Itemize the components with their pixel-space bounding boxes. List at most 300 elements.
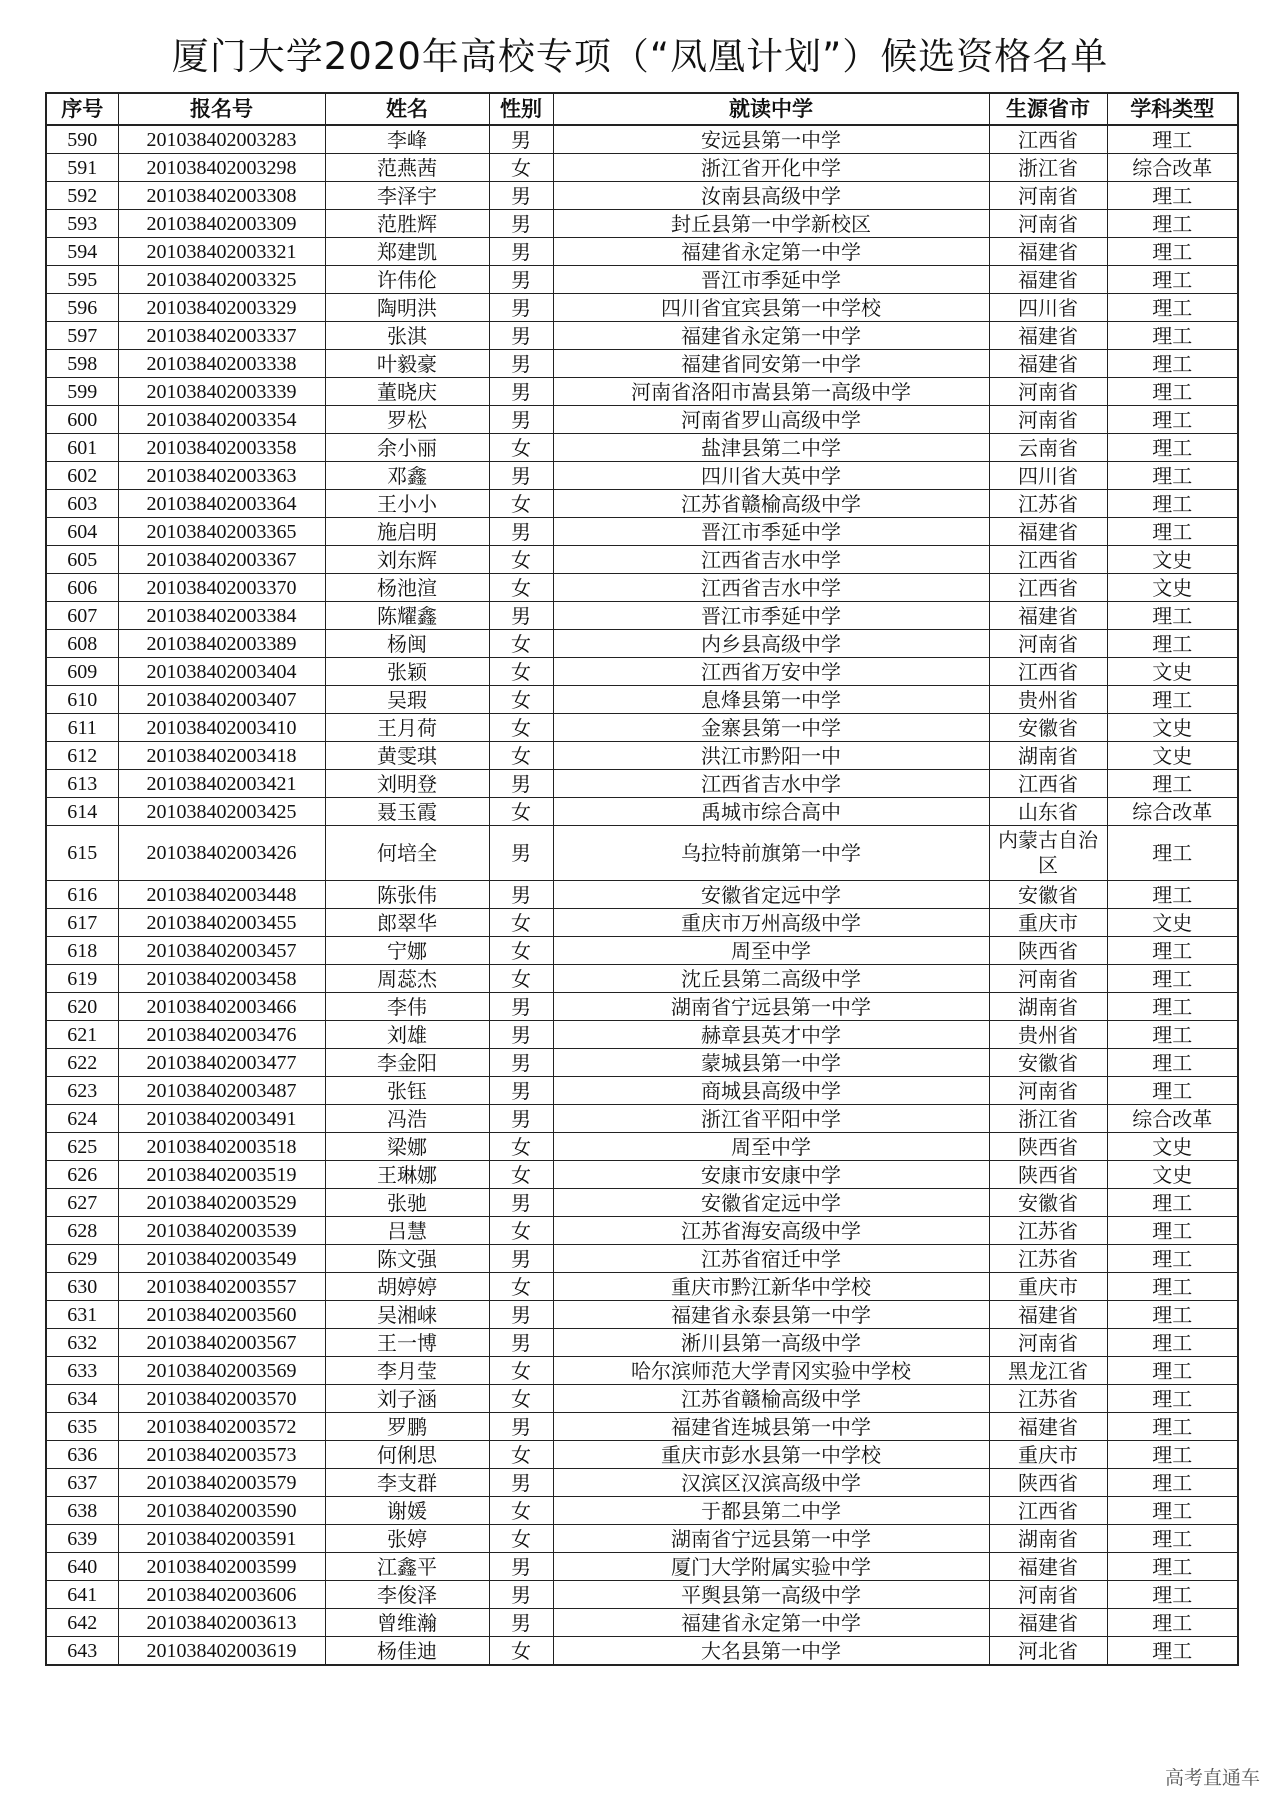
cell-subject-type: 理工 [1107,378,1238,406]
watermark: 高考直通车 [1164,1767,1260,1789]
cell-school: 重庆市黔江新华中学校 [553,1273,989,1301]
cell-gender: 女 [489,490,553,518]
cell-name: 张颖 [325,658,489,686]
cell-gender: 男 [489,1049,553,1077]
cell-registration-no: 201038402003606 [118,1581,325,1609]
cell-index: 617 [46,909,118,937]
cell-school: 晋江市季延中学 [553,602,989,630]
cell-province: 江苏省 [989,490,1107,518]
cell-name: 周蕊杰 [325,965,489,993]
cell-gender: 男 [489,1413,553,1441]
cell-index: 607 [46,602,118,630]
cell-name: 吴湘崃 [325,1301,489,1329]
cell-registration-no: 201038402003354 [118,406,325,434]
cell-province: 安徽省 [989,1049,1107,1077]
table-row [46,1021,1238,1049]
table-row [46,1217,1238,1245]
cell-province: 陕西省 [989,937,1107,965]
cell-index: 605 [46,546,118,574]
cell-school: 内乡县高级中学 [553,630,989,658]
candidate-table [45,92,1239,1666]
cell-subject-type: 文史 [1107,1161,1238,1189]
cell-index: 633 [46,1357,118,1385]
cell-name: 江鑫平 [325,1553,489,1581]
cell-subject-type: 理工 [1107,881,1238,909]
cell-school: 四川省宜宾县第一中学校 [553,294,989,322]
cell-school: 沈丘县第二高级中学 [553,965,989,993]
cell-gender: 女 [489,1385,553,1413]
cell-gender: 女 [489,658,553,686]
cell-subject-type: 理工 [1107,1357,1238,1385]
cell-index: 619 [46,965,118,993]
cell-province: 重庆市 [989,909,1107,937]
cell-province: 贵州省 [989,1021,1107,1049]
table-row [46,602,1238,630]
table-row [46,770,1238,798]
cell-registration-no: 201038402003573 [118,1441,325,1469]
header-registration-no: 报名号 [118,93,325,125]
cell-gender: 女 [489,546,553,574]
cell-index: 618 [46,937,118,965]
cell-name: 张淇 [325,322,489,350]
cell-registration-no: 201038402003425 [118,798,325,826]
cell-subject-type: 理工 [1107,630,1238,658]
cell-registration-no: 201038402003298 [118,154,325,182]
cell-school: 禹城市综合高中 [553,798,989,826]
cell-province: 福建省 [989,1301,1107,1329]
cell-school: 乌拉特前旗第一中学 [553,826,989,881]
cell-province: 湖南省 [989,1525,1107,1553]
table-row [46,1553,1238,1581]
cell-registration-no: 201038402003455 [118,909,325,937]
cell-name: 范胜辉 [325,210,489,238]
cell-index: 628 [46,1217,118,1245]
cell-index: 620 [46,993,118,1021]
cell-school: 江西省吉水中学 [553,546,989,574]
table-row [46,1441,1238,1469]
cell-school: 福建省永泰县第一中学 [553,1301,989,1329]
cell-province: 贵州省 [989,686,1107,714]
cell-registration-no: 201038402003487 [118,1077,325,1105]
cell-subject-type: 理工 [1107,1525,1238,1553]
cell-registration-no: 201038402003309 [118,210,325,238]
cell-name: 余小丽 [325,434,489,462]
cell-subject-type: 文史 [1107,574,1238,602]
cell-subject-type: 理工 [1107,294,1238,322]
cell-subject-type: 理工 [1107,1413,1238,1441]
cell-index: 625 [46,1133,118,1161]
cell-province: 陕西省 [989,1161,1107,1189]
cell-gender: 男 [489,518,553,546]
table-row [46,378,1238,406]
cell-gender: 男 [489,1021,553,1049]
cell-name: 李俊泽 [325,1581,489,1609]
table-row [46,1133,1238,1161]
cell-name: 宁娜 [325,937,489,965]
cell-subject-type: 理工 [1107,406,1238,434]
cell-school: 厦门大学附属实验中学 [553,1553,989,1581]
cell-name: 刘雄 [325,1021,489,1049]
cell-school: 浙江省平阳中学 [553,1105,989,1133]
table-row [46,518,1238,546]
cell-province: 河南省 [989,182,1107,210]
cell-school: 赫章县英才中学 [553,1021,989,1049]
cell-registration-no: 201038402003325 [118,266,325,294]
cell-index: 599 [46,378,118,406]
cell-subject-type: 理工 [1107,266,1238,294]
cell-province: 福建省 [989,518,1107,546]
table-row [46,1301,1238,1329]
cell-province: 陕西省 [989,1469,1107,1497]
cell-registration-no: 201038402003560 [118,1301,325,1329]
cell-school: 汉滨区汉滨高级中学 [553,1469,989,1497]
cell-registration-no: 201038402003599 [118,1553,325,1581]
cell-school: 江苏省海安高级中学 [553,1217,989,1245]
table-row [46,1581,1238,1609]
cell-gender: 男 [489,182,553,210]
cell-name: 李金阳 [325,1049,489,1077]
cell-index: 615 [46,826,118,881]
cell-index: 640 [46,1553,118,1581]
cell-gender: 女 [489,574,553,602]
cell-school: 淅川县第一高级中学 [553,1329,989,1357]
cell-province: 内蒙古自治区 [989,826,1107,881]
table-row [46,826,1238,881]
cell-registration-no: 201038402003421 [118,770,325,798]
cell-index: 591 [46,154,118,182]
cell-subject-type: 理工 [1107,1245,1238,1273]
table-row [46,574,1238,602]
table-row [46,1105,1238,1133]
cell-subject-type: 理工 [1107,826,1238,881]
cell-registration-no: 201038402003389 [118,630,325,658]
cell-subject-type: 理工 [1107,518,1238,546]
cell-gender: 男 [489,1469,553,1497]
cell-index: 626 [46,1161,118,1189]
table-body [46,125,1238,1665]
cell-school: 晋江市季延中学 [553,518,989,546]
cell-province: 江西省 [989,546,1107,574]
cell-school: 江西省吉水中学 [553,574,989,602]
cell-subject-type: 理工 [1107,490,1238,518]
cell-name: 范燕茜 [325,154,489,182]
cell-name: 王月荷 [325,714,489,742]
cell-index: 603 [46,490,118,518]
cell-province: 河北省 [989,1637,1107,1666]
cell-registration-no: 201038402003321 [118,238,325,266]
cell-name: 张婷 [325,1525,489,1553]
cell-index: 612 [46,742,118,770]
cell-name: 陈耀鑫 [325,602,489,630]
cell-index: 638 [46,1497,118,1525]
cell-subject-type: 文史 [1107,909,1238,937]
table-row [46,1497,1238,1525]
cell-subject-type: 文史 [1107,742,1238,770]
cell-gender: 男 [489,770,553,798]
cell-registration-no: 201038402003384 [118,602,325,630]
table-row [46,1245,1238,1273]
header-index: 序号 [46,93,118,125]
cell-subject-type: 理工 [1107,1189,1238,1217]
cell-registration-no: 201038402003339 [118,378,325,406]
cell-index: 600 [46,406,118,434]
cell-gender: 女 [489,1133,553,1161]
cell-index: 592 [46,182,118,210]
cell-registration-no: 201038402003418 [118,742,325,770]
cell-province: 福建省 [989,1553,1107,1581]
cell-gender: 男 [489,881,553,909]
cell-registration-no: 201038402003519 [118,1161,325,1189]
header-province: 生源省市 [989,93,1107,125]
cell-name: 谢媛 [325,1497,489,1525]
cell-registration-no: 201038402003539 [118,1217,325,1245]
cell-province: 四川省 [989,462,1107,490]
cell-subject-type: 理工 [1107,1385,1238,1413]
cell-subject-type: 理工 [1107,210,1238,238]
table-row [46,462,1238,490]
cell-gender: 男 [489,1077,553,1105]
cell-gender: 女 [489,1161,553,1189]
cell-name: 刘子涵 [325,1385,489,1413]
table-row [46,1329,1238,1357]
cell-name: 梁娜 [325,1133,489,1161]
cell-registration-no: 201038402003549 [118,1245,325,1273]
table-row [46,630,1238,658]
table-row [46,490,1238,518]
table-row [46,294,1238,322]
cell-name: 王琳娜 [325,1161,489,1189]
cell-index: 601 [46,434,118,462]
cell-gender: 女 [489,1217,553,1245]
cell-province: 湖南省 [989,993,1107,1021]
cell-index: 604 [46,518,118,546]
table-row [46,937,1238,965]
cell-gender: 男 [489,378,553,406]
cell-gender: 男 [489,322,553,350]
cell-province: 安徽省 [989,714,1107,742]
cell-index: 597 [46,322,118,350]
cell-province: 河南省 [989,1329,1107,1357]
cell-subject-type: 综合改革 [1107,154,1238,182]
cell-province: 江西省 [989,770,1107,798]
cell-province: 河南省 [989,210,1107,238]
cell-registration-no: 201038402003590 [118,1497,325,1525]
cell-name: 杨池渲 [325,574,489,602]
cell-name: 何俐思 [325,1441,489,1469]
cell-province: 河南省 [989,1581,1107,1609]
cell-gender: 女 [489,630,553,658]
table-row [46,965,1238,993]
cell-gender: 男 [489,1553,553,1581]
cell-index: 594 [46,238,118,266]
cell-province: 江西省 [989,1497,1107,1525]
table-row [46,238,1238,266]
cell-gender: 男 [489,350,553,378]
cell-school: 金寨县第一中学 [553,714,989,742]
cell-name: 聂玉霞 [325,798,489,826]
cell-province: 安徽省 [989,1189,1107,1217]
cell-subject-type: 理工 [1107,434,1238,462]
cell-subject-type: 理工 [1107,1021,1238,1049]
cell-subject-type: 理工 [1107,1217,1238,1245]
cell-name: 吕慧 [325,1217,489,1245]
cell-name: 张钰 [325,1077,489,1105]
cell-gender: 女 [489,1497,553,1525]
table-row [46,182,1238,210]
cell-gender: 女 [489,434,553,462]
cell-registration-no: 201038402003407 [118,686,325,714]
cell-gender: 女 [489,714,553,742]
cell-subject-type: 理工 [1107,965,1238,993]
table-row [46,714,1238,742]
table-row [46,1637,1238,1666]
cell-school: 周至中学 [553,937,989,965]
cell-subject-type: 综合改革 [1107,1105,1238,1133]
cell-subject-type: 文史 [1107,658,1238,686]
cell-province: 江苏省 [989,1245,1107,1273]
cell-school: 大名县第一中学 [553,1637,989,1666]
cell-gender: 女 [489,937,553,965]
cell-province: 山东省 [989,798,1107,826]
cell-gender: 男 [489,993,553,1021]
cell-province: 陕西省 [989,1133,1107,1161]
cell-gender: 男 [489,1105,553,1133]
table-row [46,406,1238,434]
cell-registration-no: 201038402003491 [118,1105,325,1133]
cell-subject-type: 理工 [1107,937,1238,965]
cell-subject-type: 理工 [1107,1273,1238,1301]
cell-index: 641 [46,1581,118,1609]
cell-subject-type: 理工 [1107,462,1238,490]
table-row [46,742,1238,770]
cell-name: 杨闽 [325,630,489,658]
cell-subject-type: 理工 [1107,1049,1238,1077]
cell-index: 639 [46,1525,118,1553]
cell-subject-type: 理工 [1107,238,1238,266]
table-row [46,1273,1238,1301]
cell-province: 福建省 [989,350,1107,378]
cell-registration-no: 201038402003426 [118,826,325,881]
cell-province: 江西省 [989,574,1107,602]
cell-registration-no: 201038402003613 [118,1609,325,1637]
cell-registration-no: 201038402003283 [118,125,325,154]
cell-registration-no: 201038402003367 [118,546,325,574]
cell-school: 洪江市黔阳一中 [553,742,989,770]
cell-gender: 男 [489,602,553,630]
cell-gender: 男 [489,1301,553,1329]
cell-name: 胡婷婷 [325,1273,489,1301]
cell-subject-type: 理工 [1107,1301,1238,1329]
cell-index: 596 [46,294,118,322]
cell-school: 江西省吉水中学 [553,770,989,798]
cell-name: 董晓庆 [325,378,489,406]
cell-subject-type: 理工 [1107,182,1238,210]
table-row [46,798,1238,826]
cell-gender: 男 [489,406,553,434]
cell-school: 福建省连城县第一中学 [553,1413,989,1441]
cell-index: 636 [46,1441,118,1469]
cell-registration-no: 201038402003337 [118,322,325,350]
cell-name: 邓鑫 [325,462,489,490]
cell-subject-type: 文史 [1107,546,1238,574]
cell-school: 安远县第一中学 [553,125,989,154]
cell-gender: 女 [489,154,553,182]
table-row [46,1413,1238,1441]
cell-subject-type: 理工 [1107,1581,1238,1609]
cell-registration-no: 201038402003358 [118,434,325,462]
cell-province: 浙江省 [989,1105,1107,1133]
cell-name: 郑建凯 [325,238,489,266]
cell-registration-no: 201038402003476 [118,1021,325,1049]
cell-registration-no: 201038402003458 [118,965,325,993]
cell-province: 浙江省 [989,154,1107,182]
cell-registration-no: 201038402003370 [118,574,325,602]
cell-registration-no: 201038402003518 [118,1133,325,1161]
cell-province: 福建省 [989,238,1107,266]
cell-gender: 女 [489,1441,553,1469]
cell-school: 安徽省定远中学 [553,1189,989,1217]
cell-school: 河南省洛阳市嵩县第一高级中学 [553,378,989,406]
cell-province: 黑龙江省 [989,1357,1107,1385]
cell-index: 623 [46,1077,118,1105]
cell-subject-type: 理工 [1107,1637,1238,1666]
cell-gender: 女 [489,1525,553,1553]
cell-name: 许伟伦 [325,266,489,294]
cell-school: 息烽县第一中学 [553,686,989,714]
table-row [46,546,1238,574]
cell-name: 杨佳迪 [325,1637,489,1666]
cell-school: 安康市安康中学 [553,1161,989,1189]
cell-gender: 女 [489,909,553,937]
cell-school: 湖南省宁远县第一中学 [553,993,989,1021]
cell-index: 595 [46,266,118,294]
table-row [46,434,1238,462]
cell-index: 635 [46,1413,118,1441]
cell-index: 631 [46,1301,118,1329]
cell-gender: 男 [489,1245,553,1273]
header-name: 姓名 [325,93,489,125]
cell-subject-type: 理工 [1107,1077,1238,1105]
cell-index: 602 [46,462,118,490]
cell-registration-no: 201038402003572 [118,1413,325,1441]
cell-index: 609 [46,658,118,686]
cell-school: 盐津县第二中学 [553,434,989,462]
cell-index: 624 [46,1105,118,1133]
table-row [46,266,1238,294]
cell-province: 云南省 [989,434,1107,462]
cell-province: 四川省 [989,294,1107,322]
cell-province: 安徽省 [989,881,1107,909]
table-row [46,154,1238,182]
cell-name: 罗鹏 [325,1413,489,1441]
cell-index: 637 [46,1469,118,1497]
cell-gender: 女 [489,965,553,993]
cell-index: 627 [46,1189,118,1217]
cell-registration-no: 201038402003308 [118,182,325,210]
cell-registration-no: 201038402003364 [118,490,325,518]
cell-school: 晋江市季延中学 [553,266,989,294]
cell-index: 608 [46,630,118,658]
cell-school: 湖南省宁远县第一中学 [553,1525,989,1553]
cell-registration-no: 201038402003557 [118,1273,325,1301]
table-row [46,1049,1238,1077]
cell-subject-type: 理工 [1107,125,1238,154]
page-title: 厦门大学2020年高校专项（“凤凰计划”）候选资格名单 [171,35,1109,78]
cell-registration-no: 201038402003404 [118,658,325,686]
cell-province: 福建省 [989,266,1107,294]
cell-name: 刘东辉 [325,546,489,574]
cell-name: 冯浩 [325,1105,489,1133]
